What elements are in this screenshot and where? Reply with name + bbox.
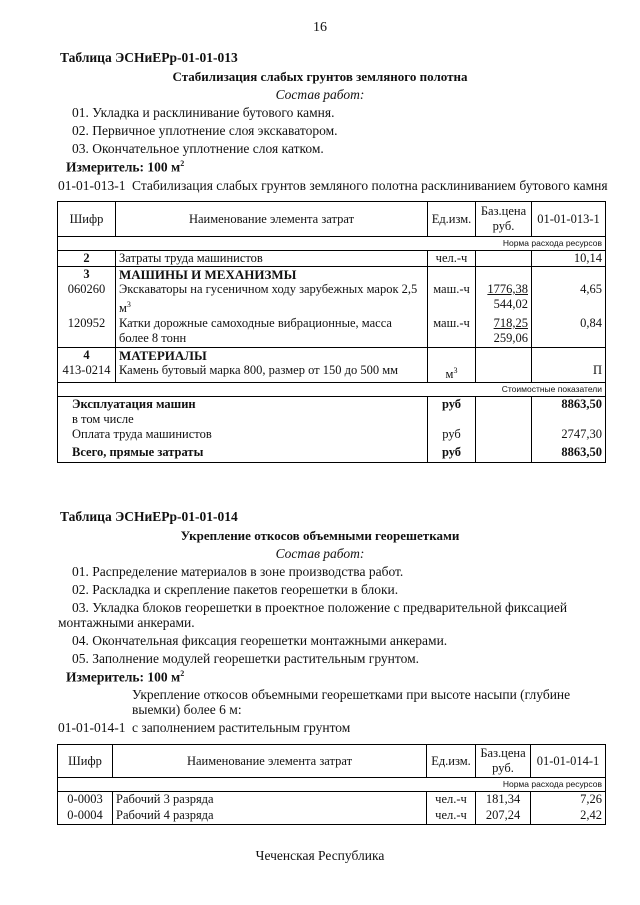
row-price: 207,24: [476, 808, 531, 825]
row-code: 0-0004: [67, 807, 103, 822]
table2-composition-heading: Состав работ:: [275, 546, 365, 561]
row-value: 2,42: [531, 808, 606, 825]
row-unit: маш.-ч: [428, 282, 476, 316]
table2-item-code: 01-01-014-1: [58, 720, 126, 735]
header-code: Шифр: [68, 753, 102, 768]
table1-step-1: 01. Укладка и расклинивание бутового камня.: [72, 105, 335, 120]
row-code: 2: [58, 251, 116, 267]
cost-value: 8863,50: [532, 396, 606, 412]
row-unit: чел.-ч: [427, 808, 476, 825]
page-number: 16: [313, 20, 327, 35]
table1-id: Таблица ЭСНиЕРр-01-01-013: [60, 50, 238, 65]
table2-id: Таблица ЭСНиЕРр-01-01-014: [60, 509, 238, 524]
row-value: 10,14: [532, 251, 606, 267]
norm-label: Норма расхода ресурсов: [58, 237, 606, 251]
table1-meter: Измеритель: 100 $м^2$: [66, 159, 185, 175]
row-name: Камень бутовый марка 800, размер от 150 до 500 мм: [116, 363, 428, 383]
table2-step-4: 04. Окончательная фиксация георешетки монтажными анкерами.: [72, 633, 448, 648]
header-unit: Ед.изм.: [428, 202, 476, 237]
table2-step-1: 01. Распределение материалов в зоне производства работ.: [72, 564, 404, 579]
cost-unit: руб: [428, 427, 476, 445]
cost-label: Стоимостные показатели: [58, 382, 606, 396]
row-name: Рабочий 3 разряда: [113, 792, 427, 808]
header-name: Наименование элемента затрат: [116, 202, 428, 237]
row-name: Катки дорожные самоходные вибрационные, масса более 8 тонн: [116, 316, 428, 347]
row-unit: маш.-ч: [428, 316, 476, 347]
row-price: 718,25 259,06: [476, 316, 532, 347]
row-price: 1776,38 544,02: [476, 282, 532, 316]
header-price: Баз.цена руб.: [476, 202, 532, 237]
table2-resources: [57, 744, 606, 825]
row-unit: чел.-ч: [428, 251, 476, 267]
row-name: Экскаваторы на гусеничном ходу зарубежных марок 2,5 $м^3$: [116, 282, 428, 316]
table2-step-5: 05. Заполнение модулей георешетки растительным грунтом.: [72, 651, 420, 666]
row-value: П: [532, 363, 606, 383]
norm-label: Норма расхода ресурсов: [58, 778, 606, 792]
row-price: 181,34: [476, 792, 531, 808]
row-name: Затраты труда машинистов: [116, 251, 428, 267]
table1-composition-heading: Состав работ:: [275, 87, 365, 102]
table2-meter: Измеритель: 100 $м^2$: [66, 669, 185, 685]
row-code: 120952: [67, 316, 106, 331]
header-name: Наименование элемента затрат: [113, 745, 427, 778]
row-value: 0,84: [532, 316, 606, 347]
table2-step-3: 03. Укладка блоков георешетки в проектное положение с предварительной фиксацией: [72, 600, 568, 615]
cost-name: Всего, прямые затраты: [72, 444, 204, 459]
table1-resources: [57, 201, 606, 463]
row-name: Рабочий 4 разряда: [113, 808, 427, 825]
row-code: 413-0214: [62, 362, 111, 377]
header-unit: Ед.изм.: [427, 745, 476, 778]
section-title: МАШИНЫ И МЕХАНИЗМЫ: [116, 267, 428, 283]
table1-item-code: 01-01-013-1: [58, 178, 126, 193]
table1-title: Стабилизация слабых грунтов земляного полотна: [172, 69, 468, 84]
table2-item-desc: с заполнением растительным грунтом: [132, 720, 351, 735]
cost-name: Эксплуатация машин: [58, 396, 428, 412]
row-value: 7,26: [531, 792, 606, 808]
header-code: Шифр: [69, 211, 104, 226]
cost-value: 8863,50: [532, 445, 606, 463]
table1-item-desc: Стабилизация слабых грунтов земляного полотна расклиниванием бутового камня: [132, 178, 608, 193]
header-price: Баз.цена руб.: [476, 745, 531, 778]
cost-unit: руб: [428, 396, 476, 412]
cost-value: 2747,30: [532, 427, 606, 445]
section-code: 4: [58, 347, 116, 363]
table2-step-3-cont: монтажными анкерами.: [58, 615, 195, 630]
table2-step-2: 02. Раскладка и скрепление пакетов георешетки в блоки.: [72, 582, 399, 597]
cost-name: в том числе: [72, 411, 134, 426]
cost-name: Оплата труда машинистов: [72, 426, 212, 441]
table1-step-3: 03. Окончательное уплотнение слоя катком.: [72, 141, 324, 156]
header-column-code: 01-01-013-1: [532, 202, 606, 237]
cost-unit: руб: [428, 445, 476, 463]
table2-group-desc-2: выемки) более 6 м:: [132, 702, 242, 717]
section-title: МАТЕРИАЛЫ: [116, 347, 428, 363]
section-code: 3: [58, 267, 116, 283]
header-column-code: 01-01-014-1: [531, 745, 606, 778]
row-unit: $м^3$: [428, 363, 476, 383]
table2-title: Укрепление откосов объемными георешетками: [180, 528, 460, 543]
row-value: 4,65: [532, 282, 606, 316]
table2-group-desc-1: Укрепление откосов объемными георешетками при высоте насыпи (глубине: [132, 687, 571, 702]
row-code: 0-0003: [58, 792, 113, 808]
row-unit: чел.-ч: [427, 792, 476, 808]
row-code: 060260: [67, 282, 106, 296]
table1-step-2: 02. Первичное уплотнение слоя экскаватором.: [72, 123, 338, 138]
footer-region: Чеченская Республика: [255, 848, 385, 863]
